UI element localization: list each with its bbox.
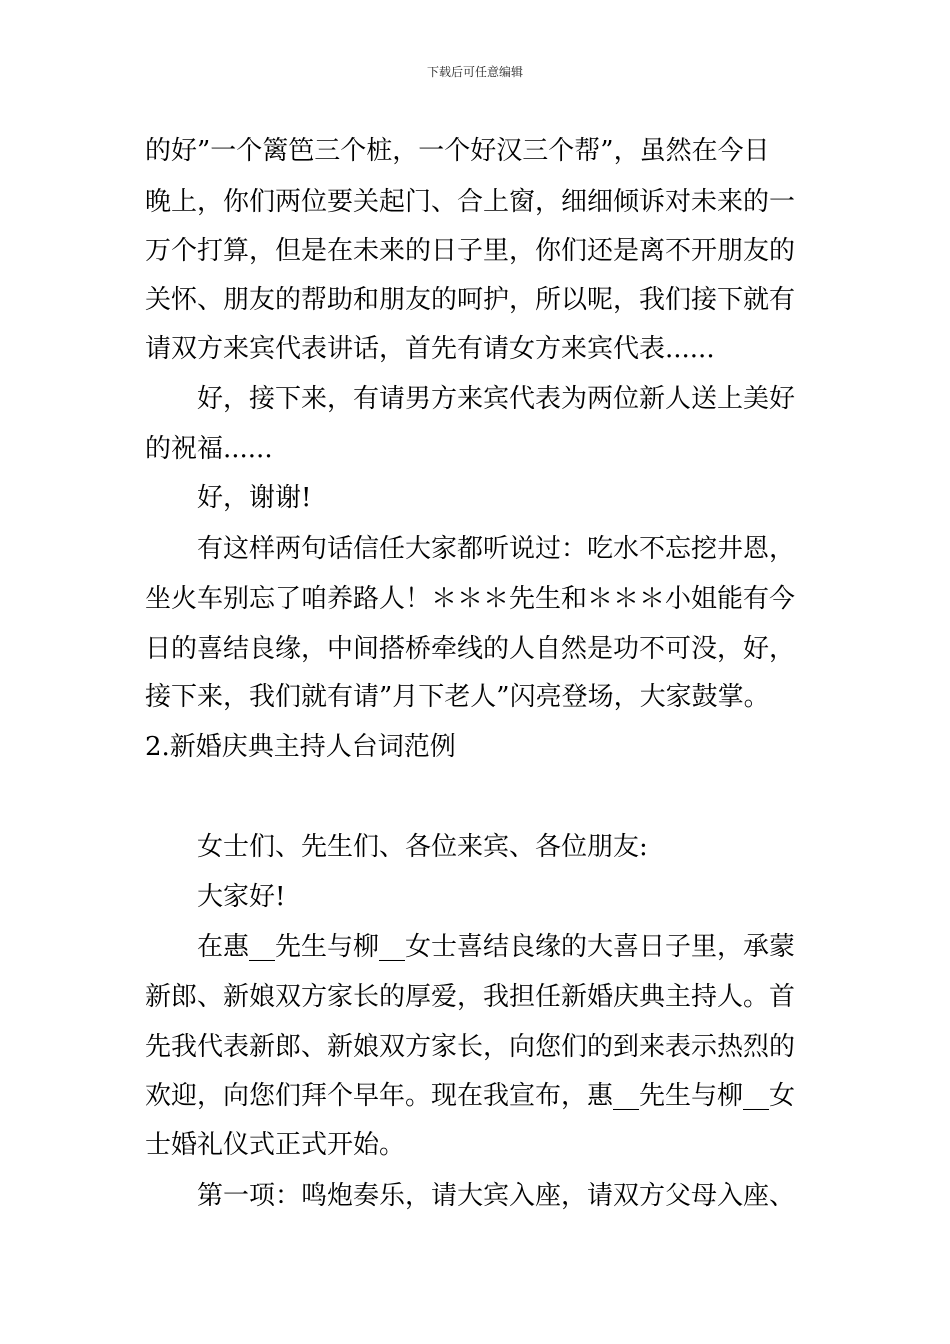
text-line: 新郎、新娘双方家长的厚爱，我担任新婚庆典主持人。首 [145, 982, 796, 1012]
paragraph-first-line: 好，谢谢! [197, 483, 312, 513]
text-line: 晚上，你们两位要关起门、合上窗，细细倾诉对未来的一 [145, 187, 796, 217]
text-line: 先我代表新郎、新娘双方家长，向您们的到来表示热烈的 [145, 1032, 796, 1062]
text-line: 的好”一个篱笆三个桩，一个好汉三个帮”，虽然在今日 [145, 136, 770, 166]
text-line: 的祝福...... [145, 434, 273, 464]
text-line: 士婚礼仪式正式开始。 [145, 1130, 406, 1160]
paragraph-first-line: 大家好! [197, 882, 286, 912]
text-line: 日的喜结良缘，中间搭桥牵线的人自然是功不可没，好， [145, 634, 796, 664]
text-line: 接下来，我们就有请”月下老人”闪亮登场，大家鼓掌。 [145, 682, 770, 712]
paragraph-first-line: 第一项：鸣炮奏乐，请大宾入座，请双方父母入座、 [197, 1181, 796, 1211]
paragraph-first-line: 女士们、先生们、各位来宾、各位朋友: [197, 832, 648, 862]
text-line: 关怀、朋友的帮助和朋友的呵护，所以呢，我们接下就有 [145, 285, 796, 315]
text-line: 坐火车别忘了咱养路人！＊＊＊先生和＊＊＊小姐能有今 [145, 584, 796, 614]
text-line: 万个打算，但是在未来的日子里，你们还是离不开朋友的 [145, 236, 796, 266]
paragraph-first-line: 在惠__先生与柳__女士喜结良缘的大喜日子里，承蒙 [197, 932, 796, 962]
paragraph-first-line: 好，接下来，有请男方来宾代表为两位新人送上美好 [197, 384, 796, 414]
text-line: 欢迎，向您们拜个早年。现在我宣布，惠__先生与柳__女 [145, 1081, 796, 1111]
paragraph-first-line: 有这样两句话信任大家都听说过：吃水不忘挖井恩， [197, 534, 796, 564]
section-heading: 2.新婚庆典主持人台词范例 [145, 732, 456, 762]
page-header: 下载后可任意编辑 [426, 65, 523, 79]
text-line: 请双方来宾代表讲话，首先有请女方来宾代表...... [145, 334, 715, 364]
